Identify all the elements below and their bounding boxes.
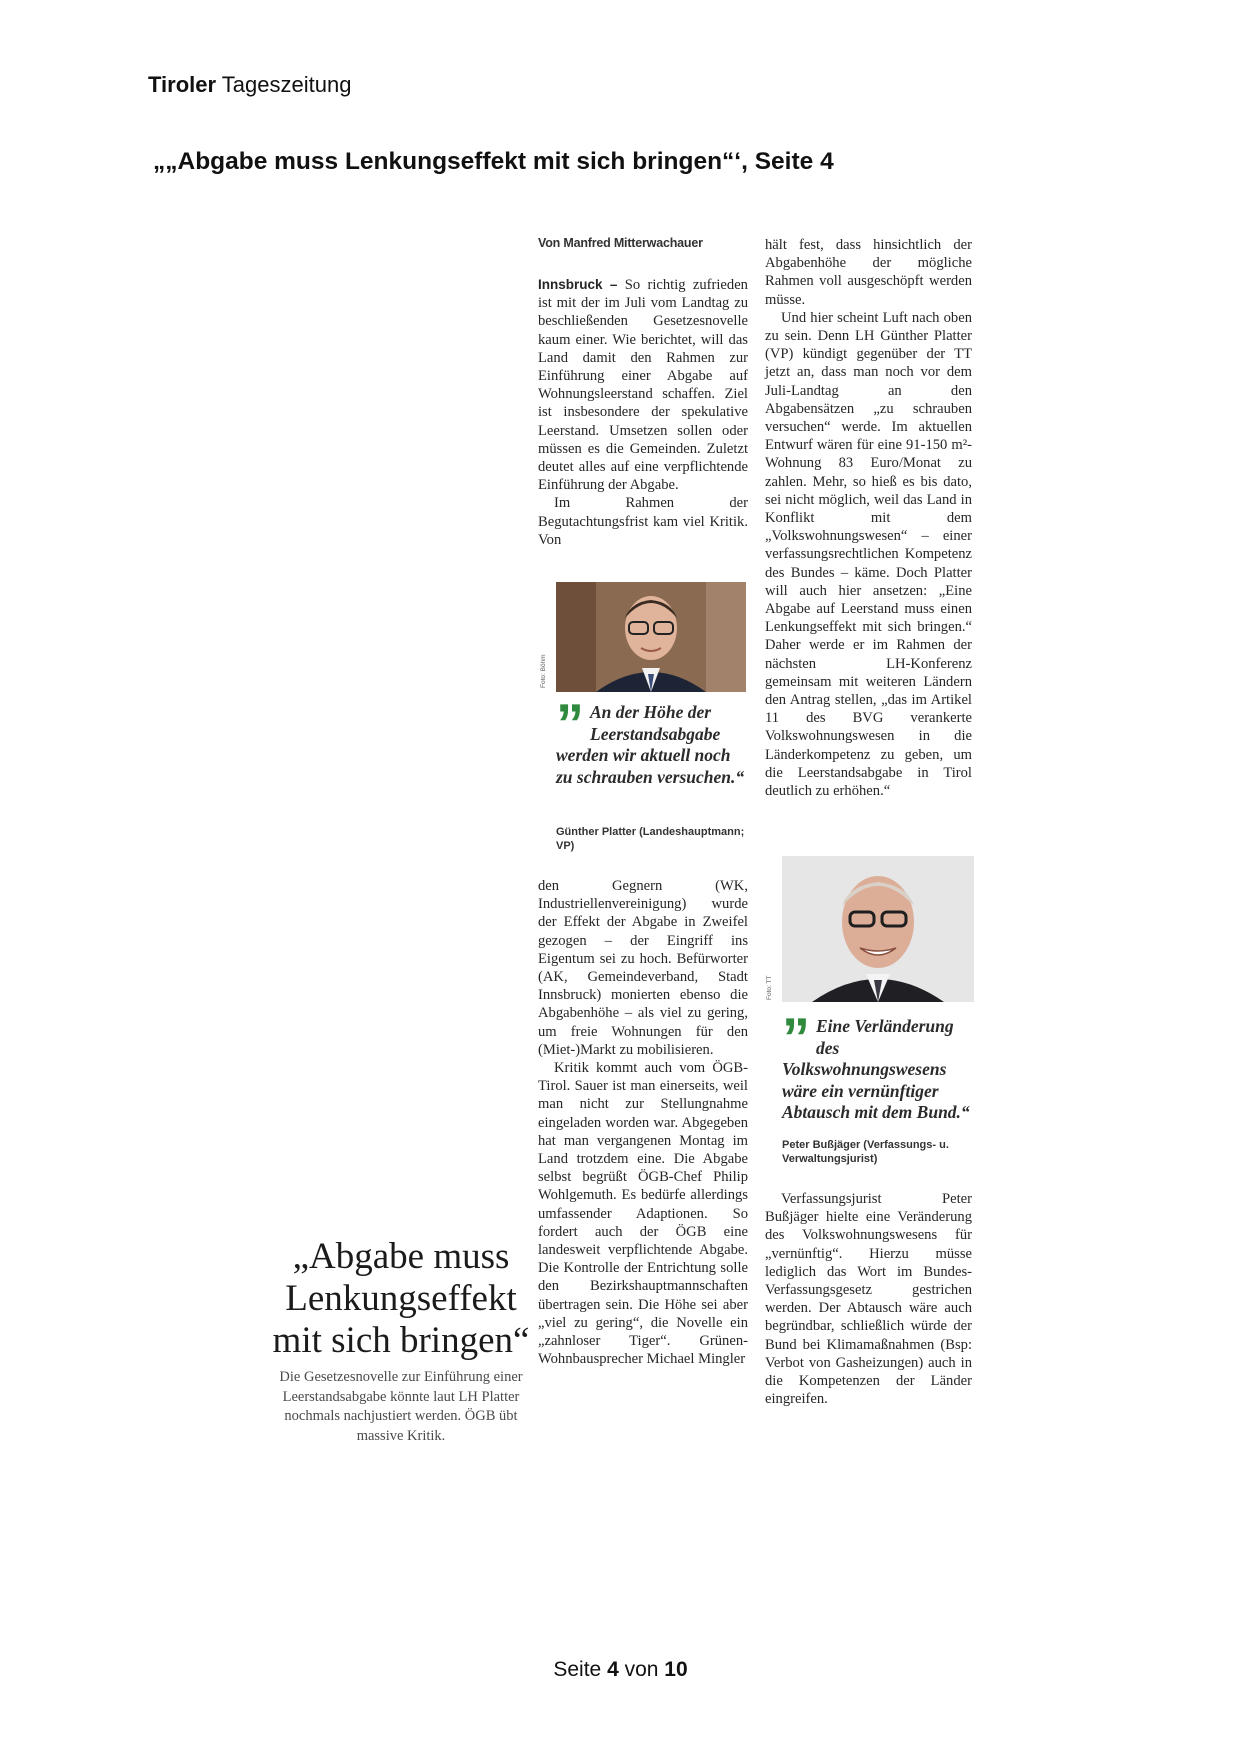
article-column-left-top bbox=[538, 276, 748, 549]
portrait-photo-platter bbox=[556, 582, 746, 692]
quote-author: Peter Bußjäger (Verfassungs- u. Verwaltungsjurist) bbox=[782, 1139, 949, 1165]
article-byline: Von Manfred Mitterwachauer bbox=[538, 236, 703, 250]
pull-quote-platter bbox=[556, 692, 746, 788]
article-column-left-bottom bbox=[538, 877, 748, 1368]
paragraph: Im Rahmen der Begutachtungsfrist kam viel Kritik. Von bbox=[538, 495, 748, 548]
quote-mark-icon: ” bbox=[782, 1006, 806, 1069]
paragraph: den Gegnern (WK, Industriellenvereinigung) wurde der Effekt der Abgabe in Zweifel gezogen – der Eingriff ins Eigentum sei zu hoch. Befürworter (AK, Gemeindeverband, Stadt Innsbruck) monierten ebenso die Abgabenhöhe – als viel zu gering, um freie Wohnungen für den (Miet-)Markt zu mobilisieren. bbox=[538, 878, 748, 1058]
newspaper-clipping bbox=[270, 232, 980, 1462]
paragraph: Kritik kommt auch vom ÖGB-Tirol. Sauer ist man einerseits, weil man nicht zur Stellungnahme eingeladen worden war. Abgegeben hat man vergangenen Montag im Land trotzdem eine. Die Abgabe selbst begrüßt ÖGB-Chef Philip Wohlgemuth. Es bedürfe allerdings umfassender Adaptionen. So fordert auch der ÖGB eine landesweit verpflichtende Abgabe. Die Kontrolle der Entrichtung solle den Bezirkshauptmannschaften übertragen sein. Die Höhe sei aber „viel zu gering“, die Novelle ein „zahnloser Tiger“. Grünen-Wohnbausprecher Michael Mingler bbox=[538, 1060, 748, 1368]
quote-author: Günther Platter (Landeshauptmann; VP) bbox=[556, 826, 745, 852]
photo-credit: Foto: TT bbox=[766, 975, 773, 1000]
paragraph: Verfassungsjurist Peter Bußjäger hielte eine Veränderung des Volkswohnungswesens für „vernünftig“. Hierzu müsse lediglich das Wort im Bundes-Verfassungsgesetz gestrichen werden. Der Abtausch wäre auch begründbar, schließlich würde der Bund bei Klimamaßnahmen (Bsp: Verbot von Gasheizungen) auch in die Kompetenzen der Länder eingreifen. bbox=[765, 1191, 972, 1408]
page-number-prefix: Seite bbox=[553, 1658, 602, 1681]
pull-quote-text: Eine Verländerung des Volkswohnungswesens wäre ein vernünftiger Abtausch mit dem Bund.“ bbox=[782, 1016, 970, 1122]
pull-quote-text: An der Höhe der Leerstandsabgabe werden wir aktuell noch zu schrauben versuchen.“ bbox=[556, 702, 745, 787]
page-number-separator: von bbox=[624, 1658, 659, 1681]
paragraph: hält fest, dass hinsichtlich der Abgabenhöhe der mögliche Rahmen voll ausgeschöpft werden müsse. bbox=[765, 237, 972, 308]
photo-credit: Foto: Böhm bbox=[540, 654, 547, 688]
page-number-total: 10 bbox=[664, 1658, 688, 1681]
page-title: „„Abgabe muss Lenkungseffekt mit sich bringen“‘, Seite 4 bbox=[153, 148, 834, 175]
page-number-current: 4 bbox=[607, 1658, 619, 1681]
paragraph: So richtig zufrieden ist mit der im Juli vom Landtag zu beschließenden Gesetzesnovelle kaum einer. Wie berichtet, will das Land damit den Rahmen zur Einführung einer Abgabe auf Wohnungsleerstand schaffen. Ziel ist insbesondere der spekulative Leerstand. Umsetzen sollen oder müssen es die Gemeinden. Zuletzt deutet alles auf eine verpflichtende Einführung der Abgabe. bbox=[538, 277, 748, 494]
brand-name-rest: Tageszeitung bbox=[221, 72, 352, 97]
article-dateline: Innsbruck – bbox=[538, 277, 618, 292]
article-column-right-top bbox=[765, 236, 972, 800]
quote-mark-icon: ” bbox=[556, 692, 580, 755]
article-headline: „Abgabe muss Lenkungseffekt mit sich bringen“ bbox=[272, 1236, 530, 1361]
publication-header bbox=[148, 72, 351, 98]
brand-name-bold: Tiroler bbox=[148, 72, 217, 97]
article-subheadline: Die Gesetzesnovelle zur Einführung einer Leerstandsabgabe könnte laut LH Platter nochmals nachjustiert werden. ÖGB übt massive Kritik. bbox=[279, 1369, 523, 1444]
paragraph: Und hier scheint Luft nach oben zu sein. Denn LH Günther Platter (VP) kündigt gegenüber der TT jetzt an, dass man noch vor dem Juli-Landtag an den Abgabensätzen „zu schrauben versuchen“ werde. Im aktuellen Entwurf wären für eine 91-150 m²-Wohnung 83 Euro/Monat zu zahlen. Mehr, so hieß es bis dato, sei nicht möglich, weil das Land in Konflikt mit dem „Volkswohnungswesen“ – einer verfassungsrechtlichen Kompetenz des Bundes – käme. Doch Platter will auch hier ansetzen: „Eine Abgabe auf Leerstand muss einen Lenkungseffekt mit sich bringen.“ Daher werde er im Rahmen der nächsten LH-Konferenz gemeinsam mit weiteren Ländern den Antrag stellen, „das im Artikel 11 des BVG verankerte Volkswohnungswesen in die Länderkompetenz zu geben, um die Leerstandsabgabe in Tirol deutlich zu erhöhen.“ bbox=[765, 309, 972, 800]
article-column-right-bottom bbox=[765, 1190, 972, 1408]
page-number bbox=[0, 1658, 1241, 1682]
portrait-photo-bussjaeger bbox=[782, 856, 974, 1002]
pull-quote-bussjaeger bbox=[782, 1006, 974, 1124]
